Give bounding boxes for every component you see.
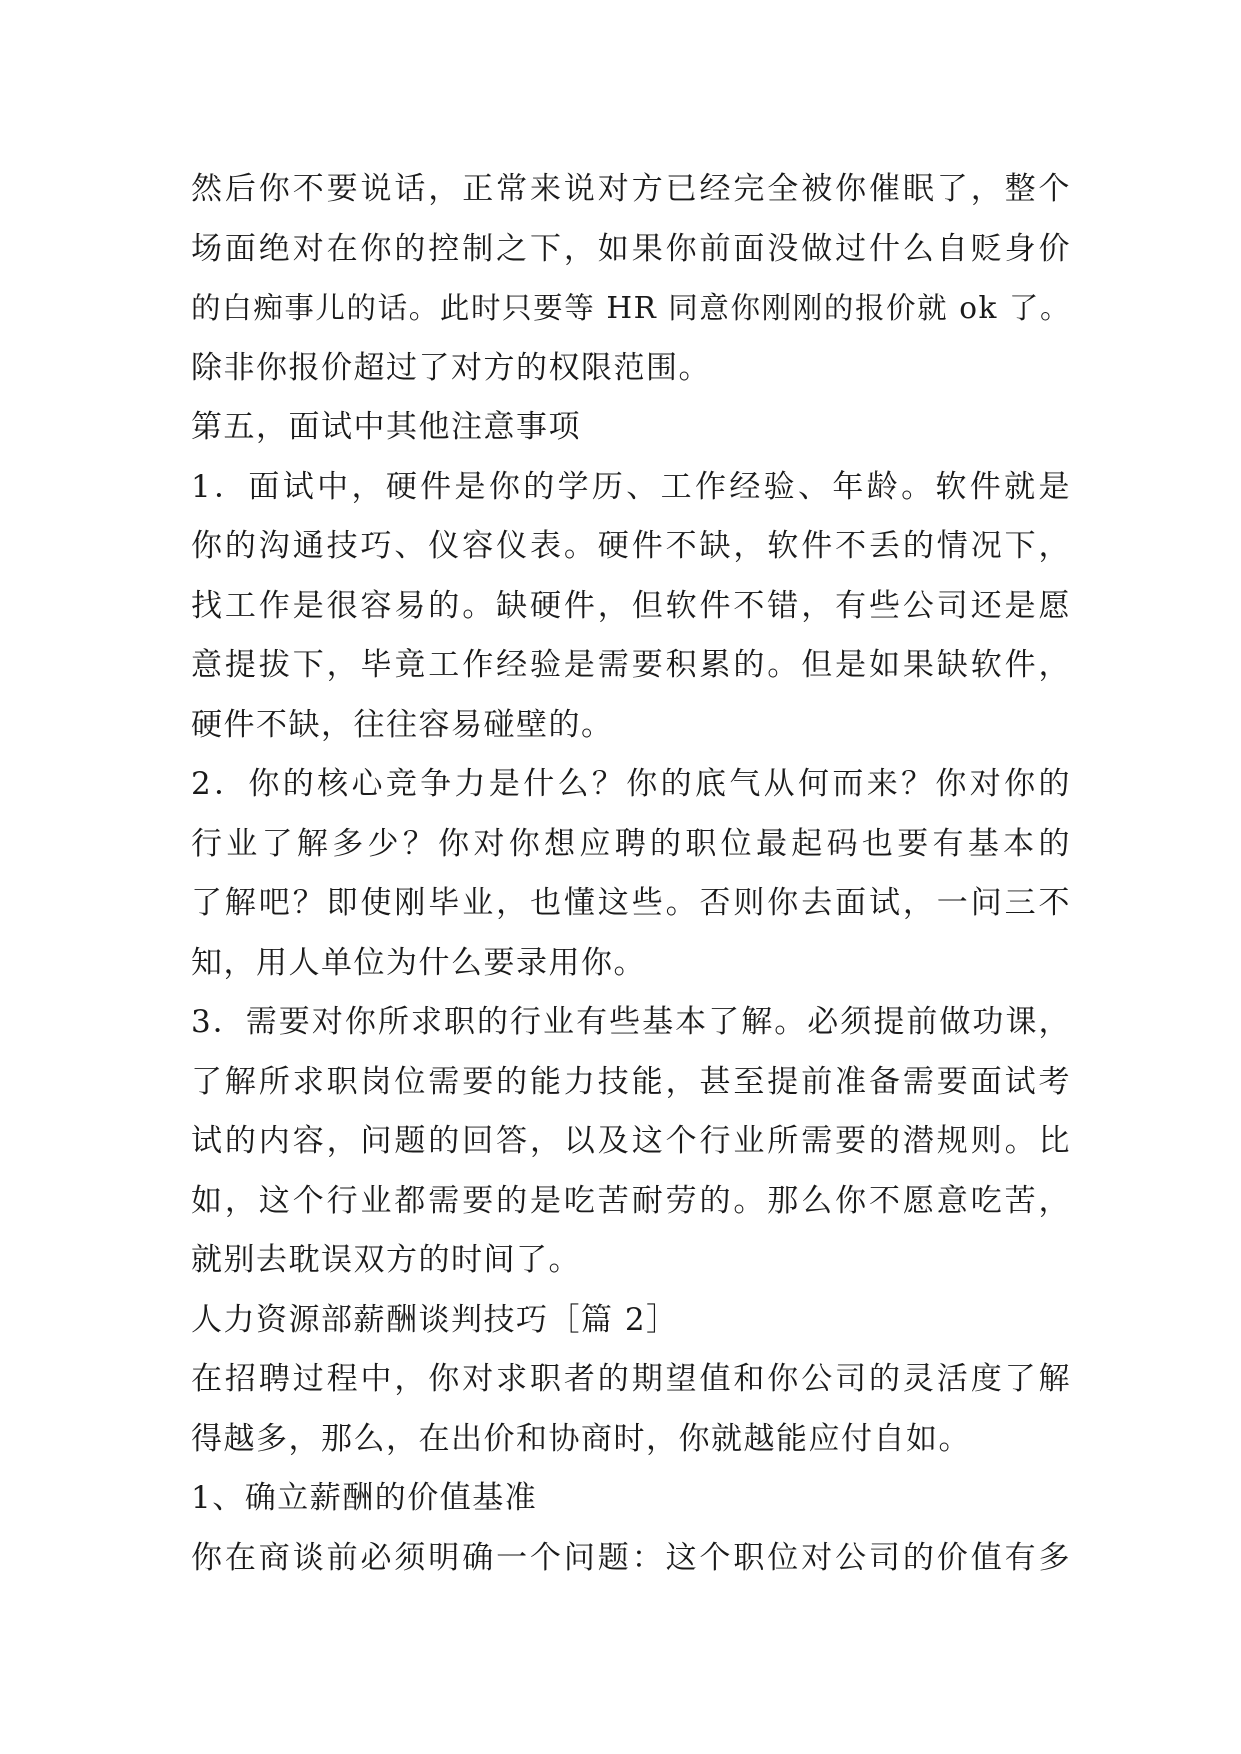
paragraph-line: 了解所求职岗位需要的能力技能，甚至提前准备需要面试考 — [191, 1063, 1071, 1100]
paragraph-line: 的白痴事儿的话。此时只要等 HR 同意你刚刚的报价就 ok 了。 — [191, 291, 1071, 325]
paragraph-line: 你的沟通技巧、仪容仪表。硬件不缺，软件不丢的情况下， — [191, 528, 1071, 564]
section-heading: 人力资源部薪酬谈判技巧［篇 2］ — [191, 1301, 679, 1338]
subsection-heading: 1、确立薪酬的价值基准 — [191, 1480, 538, 1516]
paragraph-line: 了解吧？即使刚毕业，也懂这些。否则你去面试，一问三不 — [191, 885, 1071, 921]
paragraph-line: 2．你的核心竞争力是什么？你的底气从何而来？你对你的 — [191, 766, 1071, 802]
paragraph-line: 1．面试中，硬件是你的学历、工作经验、年龄。软件就是 — [191, 468, 1071, 505]
paragraph-line: 在招聘过程中，你对求职者的期望值和你公司的灵活度了解 — [191, 1361, 1071, 1397]
paragraph-line: 行业了解多少？你对你想应聘的职位最起码也要有基本的 — [191, 825, 1071, 862]
paragraph-line: 硬件不缺，往往容易碰壁的。 — [191, 706, 614, 743]
paragraph-line: 如，这个行业都需要的是吃苦耐劳的。那么你不愿意吃苦， — [191, 1182, 1071, 1219]
paragraph-line: 试的内容，问题的回答，以及这个行业所需要的潜规则。比 — [191, 1123, 1071, 1159]
paragraph-line: 除非你报价超过了对方的权限范围。 — [191, 349, 711, 386]
paragraph-line: 意提拔下，毕竟工作经验是需要积累的。但是如果缺软件， — [191, 647, 1071, 683]
paragraph-line: 知，用人单位为什么要录用你。 — [191, 944, 646, 981]
paragraph-line: 3．需要对你所求职的行业有些基本了解。必须提前做功课， — [191, 1004, 1071, 1040]
paragraph-line: 然后你不要说话，正常来说对方已经完全被你催眠了，整个 — [191, 171, 1071, 207]
paragraph-line: 找工作是很容易的。缺硬件，但软件不错，有些公司还是愿 — [191, 587, 1071, 624]
paragraph-line: 就别去耽误双方的时间了。 — [191, 1242, 581, 1278]
paragraph-line: 你在商谈前必须明确一个问题：这个职位对公司的价值有多 — [191, 1539, 1071, 1576]
section-heading: 第五，面试中其他注意事项 — [191, 409, 581, 445]
document-body — [191, 160, 1071, 1588]
paragraph-line: 得越多，那么，在出价和协商时，你就越能应付自如。 — [191, 1420, 971, 1457]
paragraph-line: 场面绝对在你的控制之下，如果你前面没做过什么自贬身价 — [191, 230, 1071, 267]
